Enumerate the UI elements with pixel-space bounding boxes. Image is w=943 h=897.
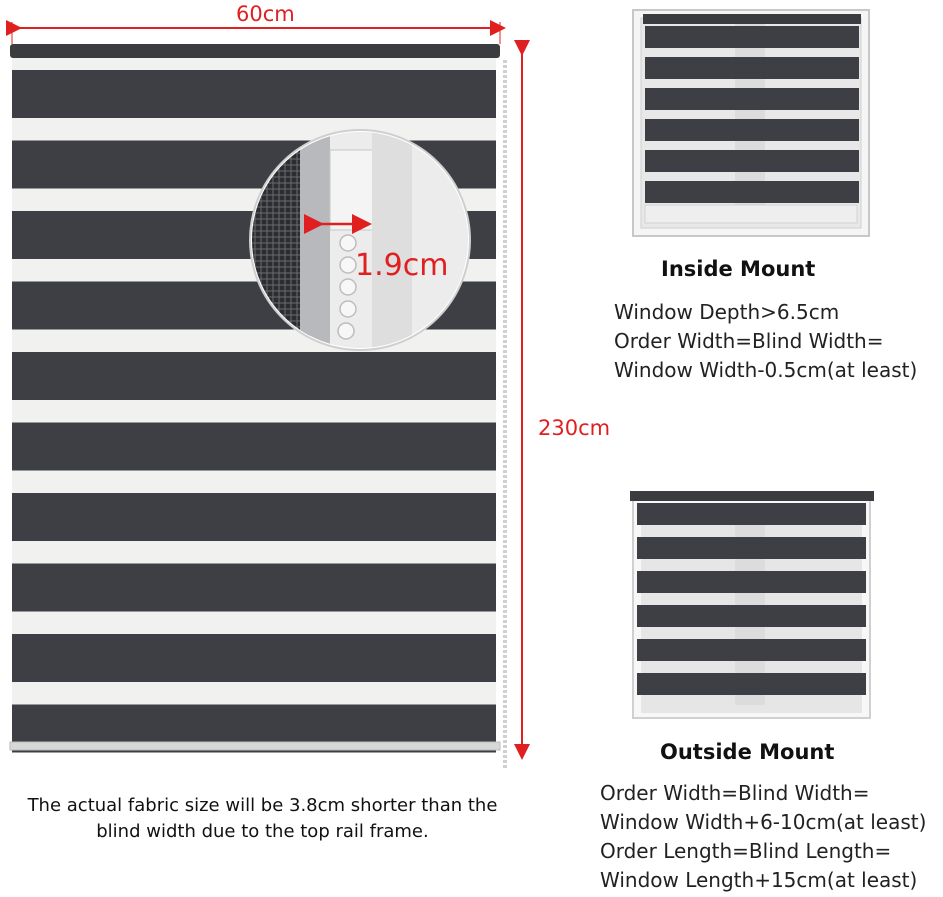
dark-stripe — [637, 571, 866, 593]
dark-stripe — [645, 26, 859, 48]
caption-line: The actual fabric size will be 3.8cm shorter than the — [27, 795, 498, 816]
dark-stripe — [637, 503, 866, 525]
inside-spec-line: Window Depth>6.5cm — [614, 300, 840, 324]
dark-stripe — [12, 70, 496, 118]
dark-stripe — [637, 639, 866, 661]
dark-stripe — [645, 88, 859, 110]
dark-stripe — [645, 57, 859, 79]
zoom-detail-circle — [250, 130, 470, 350]
outside-spec-line: Window Length+15cm(at least) — [600, 868, 918, 892]
dark-stripe — [12, 423, 496, 471]
inside-mount-specs — [614, 298, 917, 385]
dark-stripe — [637, 537, 866, 559]
dark-stripe — [637, 605, 866, 627]
outside-mount-image — [630, 491, 874, 718]
main-blind — [10, 44, 505, 770]
dark-stripe — [12, 352, 496, 400]
inside-spec-line: Order Width=Blind Width= — [614, 329, 884, 353]
inside-mount-title: Inside Mount — [661, 257, 816, 281]
dark-stripe — [645, 181, 859, 203]
fabric-size-note — [0, 793, 525, 845]
inside-mount-image — [633, 10, 869, 236]
inside-spec-line: Window Width-0.5cm(at least) — [614, 358, 918, 382]
outside-mount-specs — [600, 779, 926, 895]
outside-spec-line: Order Width=Blind Width= — [600, 781, 870, 805]
outside-spec-line: Order Length=Blind Length= — [600, 839, 892, 863]
chain-gap-label: 1.9cm — [355, 248, 449, 283]
outside-mount-title: Outside Mount — [660, 740, 835, 764]
outside-spec-line: Window Width+6-10cm(at least) — [600, 810, 927, 834]
dark-stripe — [645, 119, 859, 141]
caption-line: blind width due to the top rail frame. — [96, 821, 429, 842]
dark-stripe — [637, 673, 866, 695]
width-label: 60cm — [236, 2, 295, 26]
dark-stripe — [12, 564, 496, 612]
dark-stripe — [645, 150, 859, 172]
dark-stripe — [12, 634, 496, 682]
height-label: 230cm — [538, 416, 611, 440]
dark-stripe — [12, 493, 496, 541]
